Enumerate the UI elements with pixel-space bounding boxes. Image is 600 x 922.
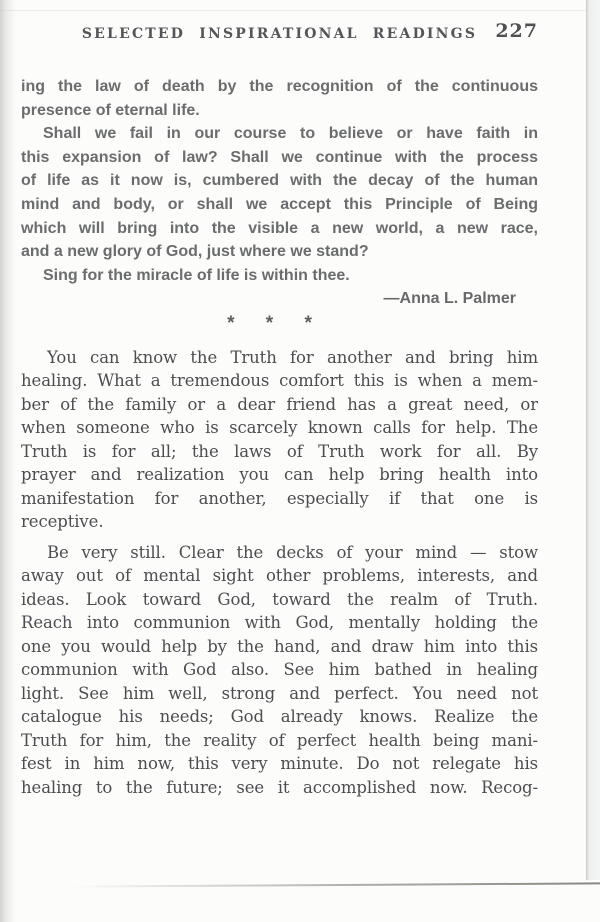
body-text [21,346,538,800]
text-line: when someone who is scarcely known calls for help. The [21,418,538,438]
author-attribution: —Anna L. Palmer [383,290,516,308]
paragraph [21,541,538,800]
inspirational-reading-continuation [21,75,538,311]
text-line: of life as it now is, cumbered with the decay of the human [21,172,538,190]
text-line: manifestation for another, especially if that one is [21,488,538,508]
text-line: fest in him now, this very minute. Do not relegate his [21,754,538,774]
text-line: communion with God also. See him bathed in healing [21,660,538,680]
text-line: ing the law of death by the recognition of the continuous [21,78,538,95]
page-number: 227 [495,20,538,42]
page-title: SELECTED INSPIRATIONAL READINGS [81,26,478,42]
text-line: one you would help by the hand, and draw him into this [21,636,538,656]
text-line: healing to the future; see it accomplished now. Recog- [21,777,538,797]
text-line: and a new glory of God, just where we stand? [21,243,369,261]
text-line: Truth is for all; the laws of Truth work for all. By [21,441,538,461]
text-line: Truth for him, the reality of perfect health being mani- [21,730,538,750]
text-line: Sing for the miracle of life is within thee. [43,266,350,284]
text-line: receptive. [21,512,104,532]
text-line: catalogue his needs; God already knows. Realize the [21,707,538,727]
paragraph [21,264,538,288]
running-header [21,20,538,44]
paragraph [21,346,538,534]
text-line: light. See him well, strong and perfect. You need not [21,683,538,703]
paragraph [21,122,538,264]
text-line: Shall we fail in our course to believe or have faith in [43,125,538,143]
text-line: which will bring into the visible a new world, a new race, [21,219,538,237]
text-line: ideas. Look toward God, toward the realm of Truth. [21,589,538,609]
text-line: healing. What a tremendous comfort this is when a mem- [21,371,538,391]
text-line: You can know the Truth for another and bring him [47,347,538,367]
page-bottom-edge [70,882,600,887]
asterisk-divider: * * * [227,312,312,334]
text-line: ber of the family or a dear friend has a great need, or [21,394,538,414]
text-line: Be very still. Clear the decks of your mind — stow [47,542,538,562]
text-line: away out of mental sight other problems, interests, and [21,566,538,586]
paragraph [21,75,538,122]
text-line: this expansion of law? Shall we continue with the process [21,148,538,166]
text-line: Reach into communion with God, mentally holding the [21,613,538,633]
text-line: presence of eternal life. [21,101,200,119]
text-line: prayer and realization you can help bring health into [21,465,538,485]
text-line: mind and body, or shall we accept this Principle of Being [21,195,538,213]
